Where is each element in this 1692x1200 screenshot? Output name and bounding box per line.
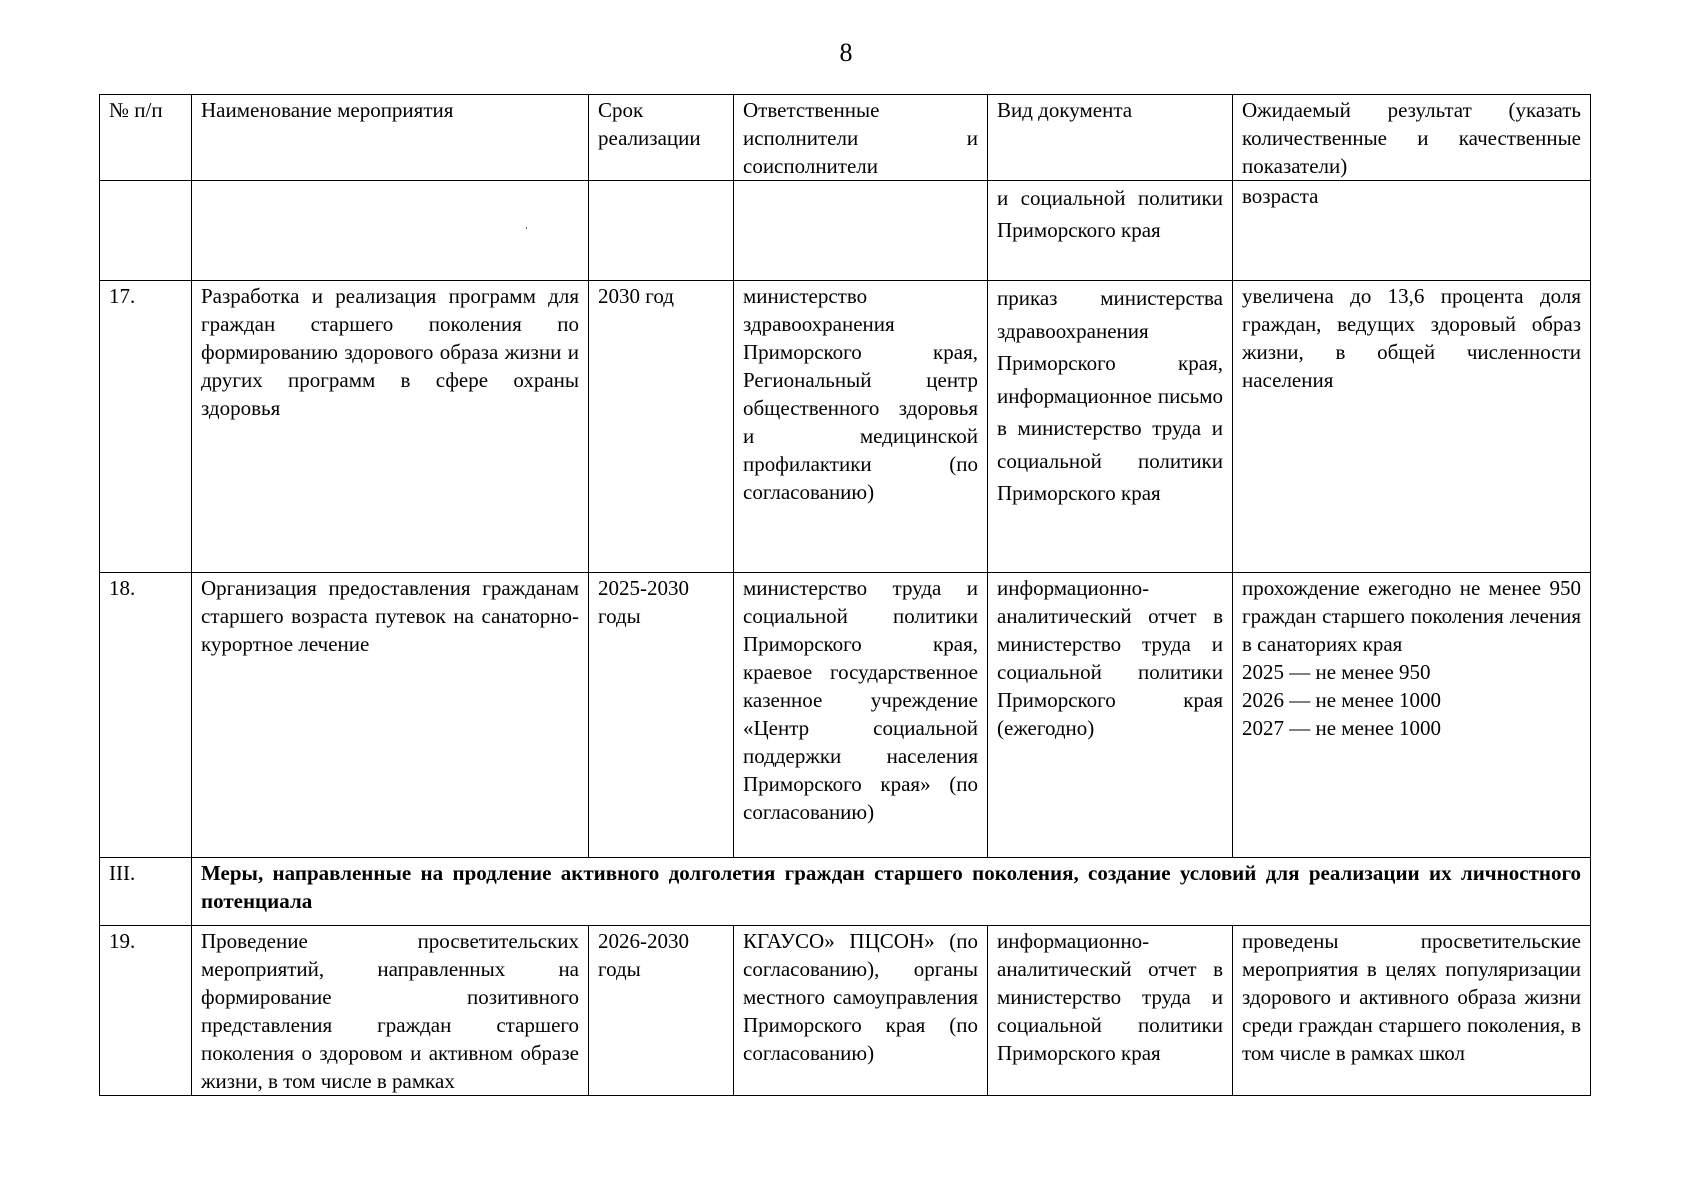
section-num: III. (100, 858, 192, 926)
cell-responsible (734, 181, 988, 281)
section-title: Меры, направленные на продление активного долголетия граждан старшего поколения, создание условий для реализации их личностного потенциала (192, 858, 1591, 926)
cell-name: Организация предоставления гражданам старшего возраста путевок на санаторно-курортное лечение (192, 573, 589, 858)
result-intro: прохождение ежегодно не менее 950 граждан старшего поколения лечения в санаториях края (1242, 576, 1581, 656)
table-row-continuation (100, 181, 1591, 281)
header-result: Ожидаемый результат (указать количественные и качественные показатели) (1233, 95, 1591, 181)
table-row-17 (100, 281, 1591, 573)
cell-result: проведены просветительские мероприятия в целях популяризации здорового и активного образа жизни среди граждан старшего поколения, в том числе в рамках школ (1233, 926, 1591, 1096)
cell-result: возраста (1233, 181, 1591, 281)
measures-table (99, 94, 1591, 1096)
cell-term (589, 181, 734, 281)
header-responsible: Ответственные исполнители и соисполнители (734, 95, 988, 181)
cell-term: 2030 год (589, 281, 734, 573)
cell-responsible: министерство труда и социальной политики Приморского края, краевое государственное казенное учреждение «Центр социальной поддержки населения Приморского края» (по согласованию) (734, 573, 988, 858)
result-line-2025: 2025 — не менее 950 (1242, 660, 1431, 684)
cell-num: 18. (100, 573, 192, 858)
cell-result (1233, 573, 1591, 858)
cell-num: 17. (100, 281, 192, 573)
cell-document: и социальной политики Приморского края (988, 181, 1233, 281)
cell-name: Разработка и реализация программ для граждан старшего поколения по формированию здорового образа жизни и других программ в сфере охраны здоровья (192, 281, 589, 573)
result-line-2027: 2027 — не менее 1000 (1242, 716, 1442, 740)
header-term: Срок реализации (589, 95, 734, 181)
header-document: Вид документа (988, 95, 1233, 181)
cell-responsible: КГАУСО» ПЦСОН» (по согласованию), органы местного самоуправления Приморского края (по согласованию) (734, 926, 988, 1096)
cell-name (192, 181, 589, 281)
cell-document: информационно-аналитический отчет в министерство труда и социальной политики Приморского края (ежегодно) (988, 573, 1233, 858)
cell-num (100, 181, 192, 281)
cell-name: Проведение просветительских мероприятий, направленных на формирование позитивного представления граждан старшего поколения о здоровом и активном образе жизни, в том числе в рамках (192, 926, 589, 1096)
cell-num: 19. (100, 926, 192, 1096)
cell-document: информационно-аналитический отчет в министерство труда и социальной политики Приморского края (988, 926, 1233, 1096)
cell-term: 2026-2030 годы (589, 926, 734, 1096)
table-header-row (100, 95, 1591, 181)
cell-result: увеличена до 13,6 процента доля граждан, ведущих здоровый образ жизни, в общей численности населения (1233, 281, 1591, 573)
header-name: Наименование мероприятия (192, 95, 589, 181)
result-line-2026: 2026 — не менее 1000 (1242, 688, 1442, 712)
header-num: № п/п (100, 95, 192, 181)
cell-document: приказ министерства здравоохранения Приморского края, информационное письмо в министерство труда и социальной политики Приморского края (988, 281, 1233, 573)
cell-responsible: министерство здравоохранения Приморского края, Региональный центр общественного здоровья и медицинской профилактики (по согласованию) (734, 281, 988, 573)
section-row-iii (100, 858, 1591, 926)
page-number: 8 (839, 38, 853, 67)
table-row-19 (100, 926, 1591, 1096)
scan-artifact: ˌ (524, 215, 529, 230)
cell-term: 2025-2030 годы (589, 573, 734, 858)
table-row-18 (100, 573, 1591, 858)
